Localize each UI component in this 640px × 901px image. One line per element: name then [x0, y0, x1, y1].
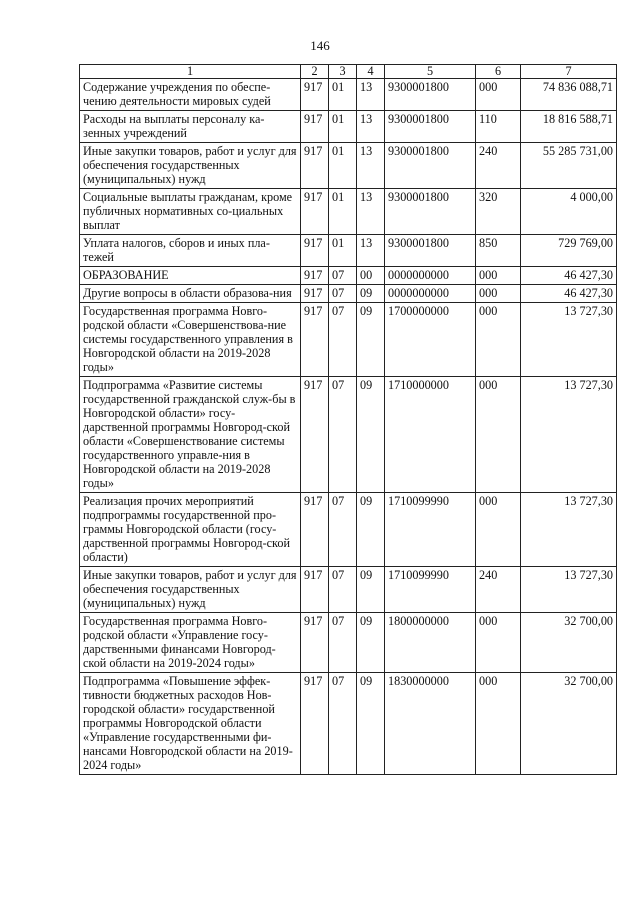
row-name-cell: Иные закупки товаров, работ и услуг для обеспечения государственных (муниципальных) нужд: [80, 143, 301, 189]
row-section-cell: 01: [329, 79, 357, 111]
row-name-cell: ОБРАЗОВАНИЕ: [80, 267, 301, 285]
table-row: [80, 285, 617, 303]
row-subsection-cell: 09: [357, 377, 385, 493]
row-code-cell: 917: [301, 567, 329, 613]
row-section-cell: 07: [329, 493, 357, 567]
row-subsection-cell: 13: [357, 189, 385, 235]
row-target-cell: 1700000000: [385, 303, 476, 377]
row-amount-cell: 46 427,30: [521, 267, 617, 285]
row-name-cell: Социальные выплаты гражданам, кроме публичных нормативных со-циальных выплат: [80, 189, 301, 235]
column-header: 6: [476, 65, 521, 79]
row-expense-type-cell: 000: [476, 303, 521, 377]
row-code-cell: 917: [301, 377, 329, 493]
column-header: 4: [357, 65, 385, 79]
column-header: 2: [301, 65, 329, 79]
row-name-cell: Подпрограмма «Повышение эффек-тивности бюджетных расходов Нов-городской области» государственной программы Новгородской области «Управление государственными фи-нансами Новгородской области на 2019-2024 годы»: [80, 673, 301, 775]
row-target-cell: 9300001800: [385, 189, 476, 235]
row-amount-cell: 13 727,30: [521, 567, 617, 613]
row-subsection-cell: 09: [357, 493, 385, 567]
column-header: 5: [385, 65, 476, 79]
row-target-cell: 1710099990: [385, 493, 476, 567]
row-code-cell: 917: [301, 673, 329, 775]
row-section-cell: 01: [329, 143, 357, 189]
row-expense-type-cell: 320: [476, 189, 521, 235]
table-row: [80, 493, 617, 567]
row-expense-type-cell: 000: [476, 493, 521, 567]
header-row: [80, 65, 617, 79]
row-amount-cell: 55 285 731,00: [521, 143, 617, 189]
table-row: [80, 303, 617, 377]
row-target-cell: 1710000000: [385, 377, 476, 493]
row-target-cell: 9300001800: [385, 143, 476, 189]
page-number: 146: [310, 38, 330, 53]
row-name-cell: Другие вопросы в области образова-ния: [80, 285, 301, 303]
column-header: 3: [329, 65, 357, 79]
row-amount-cell: 13 727,30: [521, 303, 617, 377]
row-section-cell: 07: [329, 303, 357, 377]
row-expense-type-cell: 000: [476, 285, 521, 303]
row-target-cell: 9300001800: [385, 235, 476, 267]
row-code-cell: 917: [301, 79, 329, 111]
row-section-cell: 07: [329, 377, 357, 493]
row-target-cell: 0000000000: [385, 267, 476, 285]
table-row: [80, 235, 617, 267]
row-name-cell: Иные закупки товаров, работ и услуг для обеспечения государственных (муниципальных) нужд: [80, 567, 301, 613]
row-target-cell: 1710099990: [385, 567, 476, 613]
row-name-cell: Уплата налогов, сборов и иных пла-тежей: [80, 235, 301, 267]
row-code-cell: 917: [301, 189, 329, 235]
row-amount-cell: 32 700,00: [521, 613, 617, 673]
row-name-cell: Реализация прочих мероприятий подпрограммы государственной про-граммы Новгородской области (госу-дарственной программы Новгород-ской области): [80, 493, 301, 567]
row-subsection-cell: 13: [357, 235, 385, 267]
row-code-cell: 917: [301, 143, 329, 189]
row-expense-type-cell: 240: [476, 143, 521, 189]
table-row: [80, 267, 617, 285]
row-section-cell: 07: [329, 673, 357, 775]
row-expense-type-cell: 850: [476, 235, 521, 267]
budget-table: [79, 64, 617, 775]
row-section-cell: 01: [329, 235, 357, 267]
row-code-cell: 917: [301, 285, 329, 303]
row-subsection-cell: 09: [357, 673, 385, 775]
row-name-cell: Государственная программа Новго-родской области «Совершенствова-ние системы государственного управления в Новгородской области на 2019-2028 годы»: [80, 303, 301, 377]
row-section-cell: 01: [329, 189, 357, 235]
row-code-cell: 917: [301, 493, 329, 567]
table-row: [80, 377, 617, 493]
column-header: 1: [80, 65, 301, 79]
row-amount-cell: 32 700,00: [521, 673, 617, 775]
row-code-cell: 917: [301, 303, 329, 377]
table-row: [80, 143, 617, 189]
row-amount-cell: 13 727,30: [521, 493, 617, 567]
row-subsection-cell: 09: [357, 285, 385, 303]
row-expense-type-cell: 000: [476, 613, 521, 673]
row-name-cell: Государственная программа Новго-родской области «Управление госу-дарственными финансами Новгород-ской области на 2019-2024 годы»: [80, 613, 301, 673]
row-amount-cell: 46 427,30: [521, 285, 617, 303]
row-amount-cell: 729 769,00: [521, 235, 617, 267]
row-subsection-cell: 00: [357, 267, 385, 285]
row-code-cell: 917: [301, 613, 329, 673]
table-row: [80, 613, 617, 673]
row-subsection-cell: 13: [357, 143, 385, 189]
row-subsection-cell: 09: [357, 303, 385, 377]
row-amount-cell: 74 836 088,71: [521, 79, 617, 111]
row-subsection-cell: 13: [357, 111, 385, 143]
row-expense-type-cell: 000: [476, 79, 521, 111]
table-row: [80, 189, 617, 235]
row-section-cell: 01: [329, 111, 357, 143]
row-target-cell: 9300001800: [385, 111, 476, 143]
table-row: [80, 111, 617, 143]
row-expense-type-cell: 000: [476, 673, 521, 775]
row-target-cell: 0000000000: [385, 285, 476, 303]
row-section-cell: 07: [329, 567, 357, 613]
row-amount-cell: 18 816 588,71: [521, 111, 617, 143]
row-amount-cell: 13 727,30: [521, 377, 617, 493]
row-target-cell: 1800000000: [385, 613, 476, 673]
table-row: [80, 79, 617, 111]
row-subsection-cell: 09: [357, 567, 385, 613]
row-target-cell: 9300001800: [385, 79, 476, 111]
row-section-cell: 07: [329, 613, 357, 673]
row-target-cell: 1830000000: [385, 673, 476, 775]
row-section-cell: 07: [329, 285, 357, 303]
row-name-cell: Содержание учреждения по обеспе-чению деятельности мировых судей: [80, 79, 301, 111]
row-expense-type-cell: 000: [476, 267, 521, 285]
table-row: [80, 673, 617, 775]
table-row: [80, 567, 617, 613]
row-expense-type-cell: 240: [476, 567, 521, 613]
row-subsection-cell: 13: [357, 79, 385, 111]
row-name-cell: Расходы на выплаты персоналу ка-зенных учреждений: [80, 111, 301, 143]
row-code-cell: 917: [301, 235, 329, 267]
row-amount-cell: 4 000,00: [521, 189, 617, 235]
row-subsection-cell: 09: [357, 613, 385, 673]
column-header: 7: [521, 65, 617, 79]
row-code-cell: 917: [301, 111, 329, 143]
row-expense-type-cell: 110: [476, 111, 521, 143]
row-code-cell: 917: [301, 267, 329, 285]
row-name-cell: Подпрограмма «Развитие системы государственной гражданской служ-бы в Новгородской области» госу-дарственной программы Новгород-ской области «Совершенствование системы государственного управле-ния в Новгородской области на 2019-2028 годы»: [80, 377, 301, 493]
row-section-cell: 07: [329, 267, 357, 285]
row-expense-type-cell: 000: [476, 377, 521, 493]
